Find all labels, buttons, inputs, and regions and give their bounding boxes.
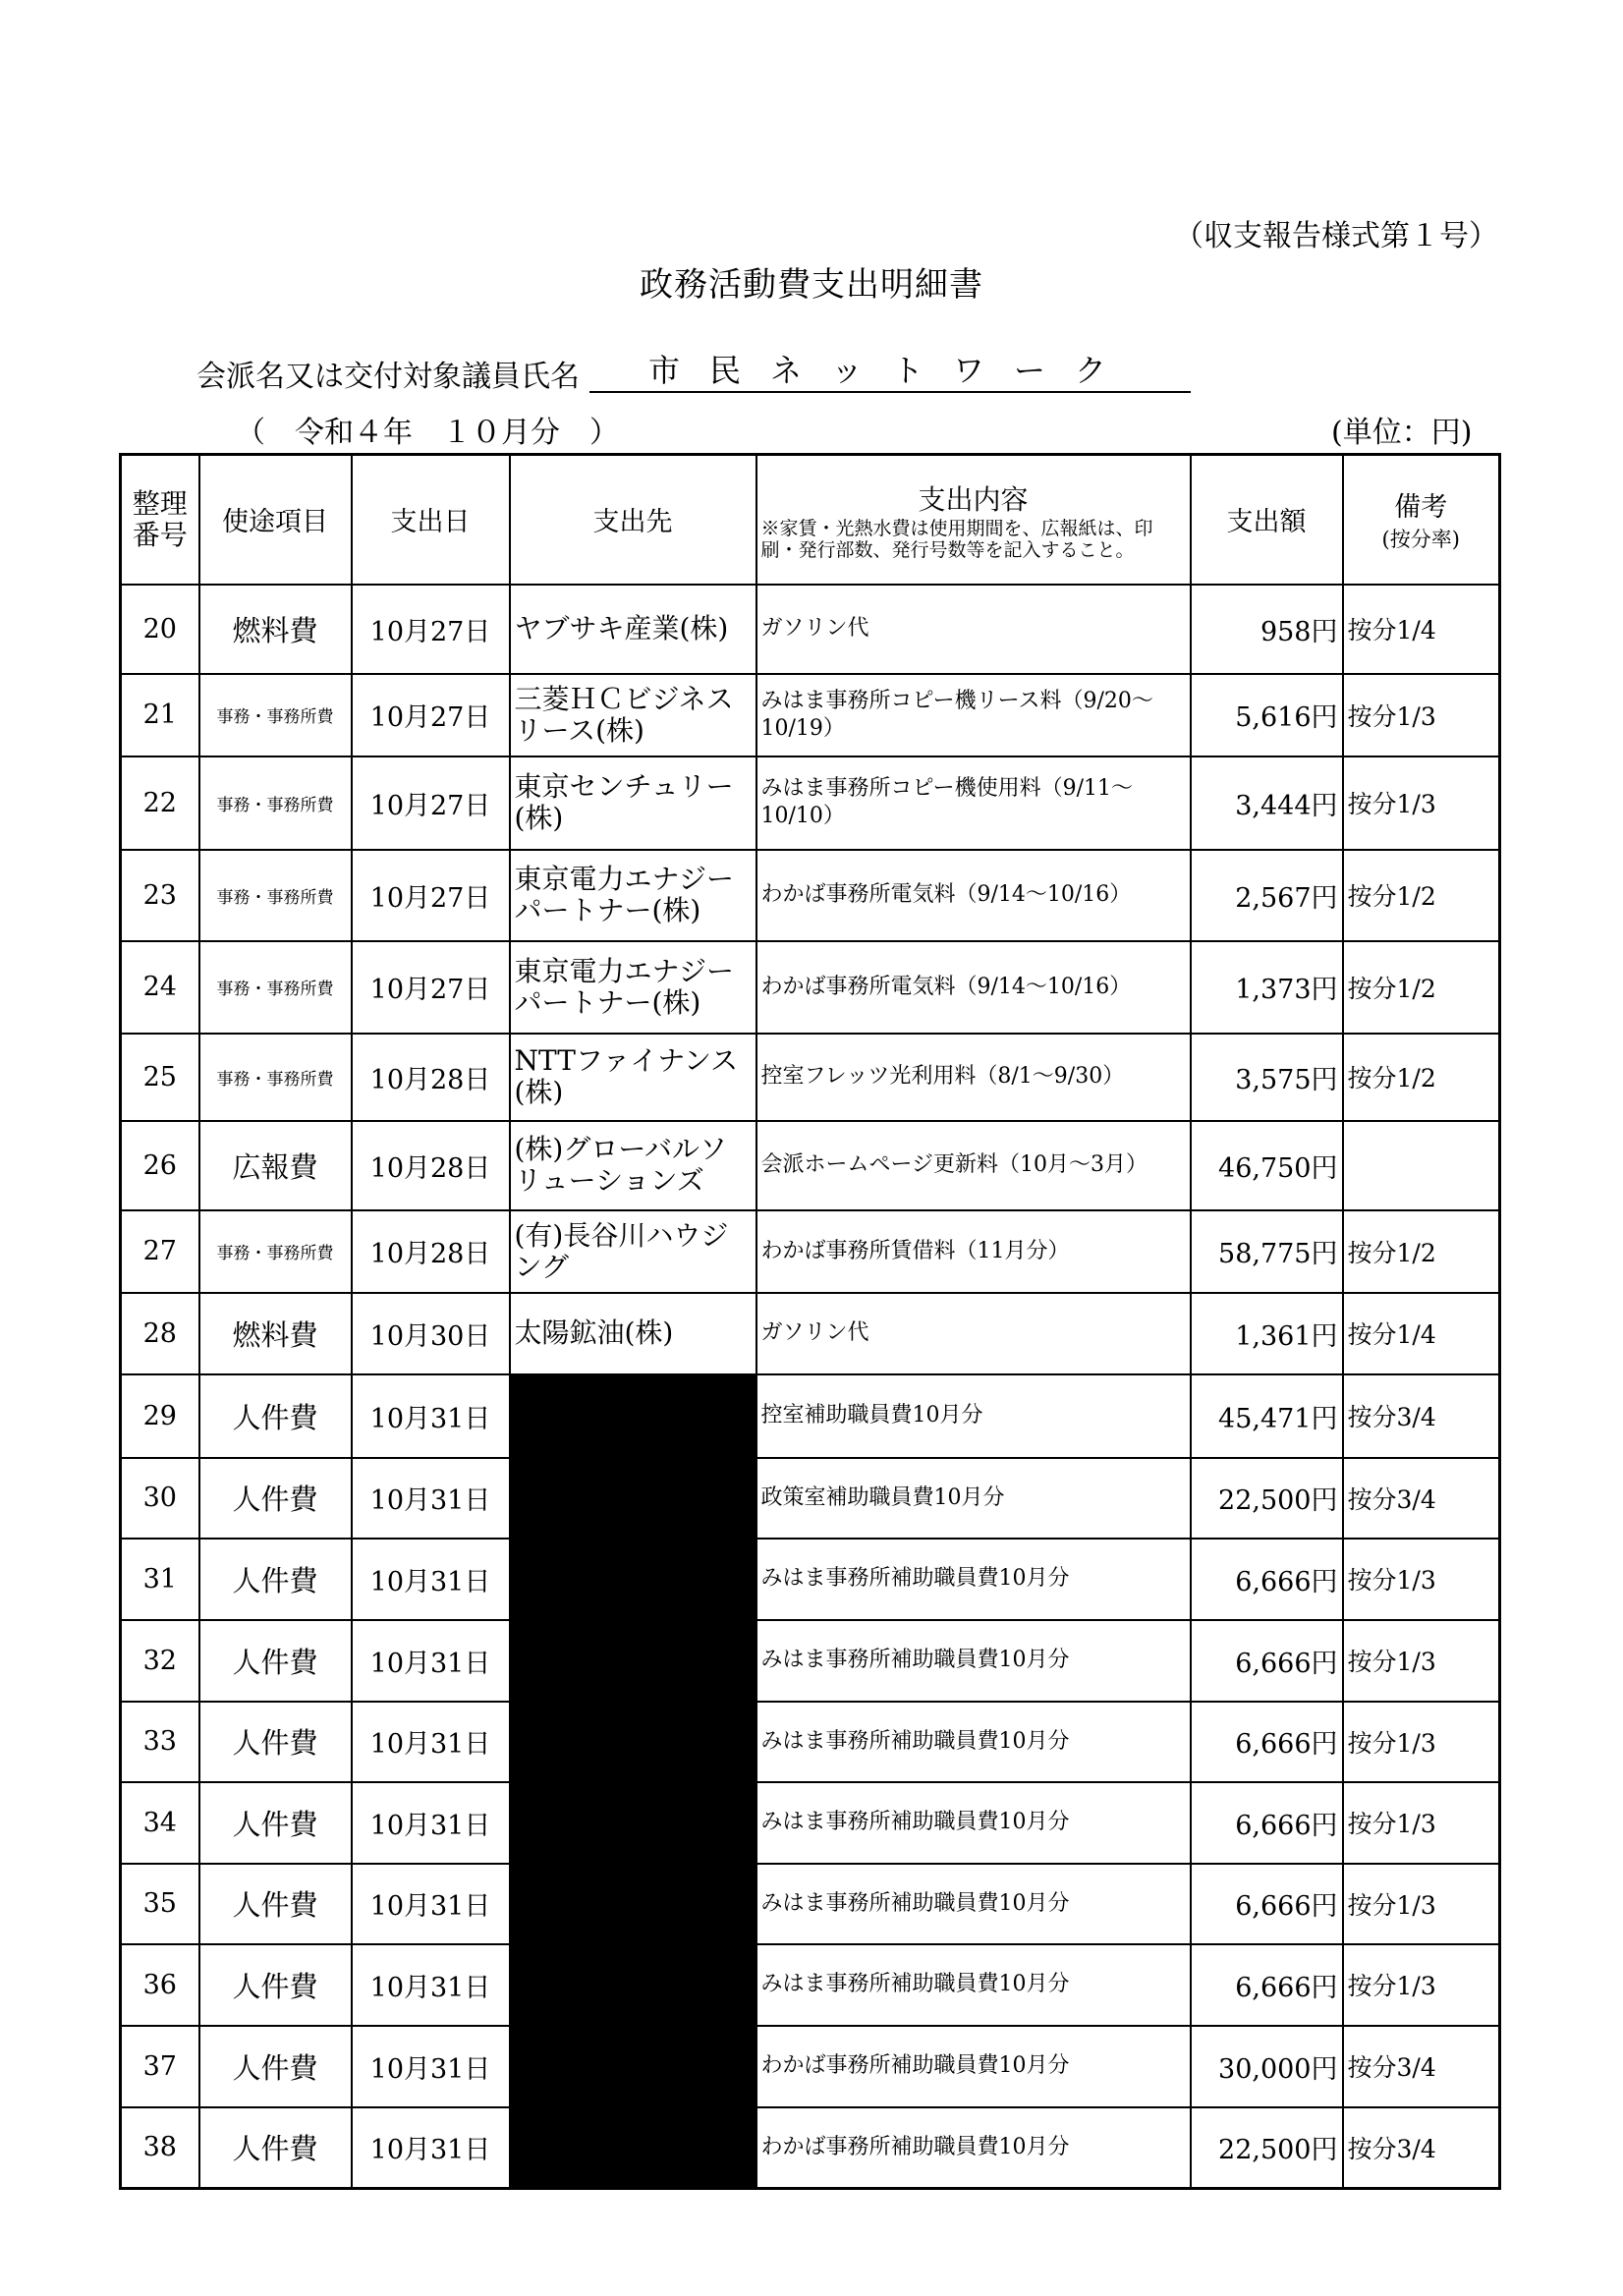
row-content: みはま事務所補助職員費10月分	[756, 1702, 1191, 1782]
row-date: 10月30日	[352, 1293, 510, 1374]
row-category: 事務・事務所費	[199, 1210, 352, 1293]
row-amount: 1,361円	[1191, 1293, 1343, 1374]
row-payee	[510, 1864, 756, 1944]
table-row	[121, 1782, 1500, 1864]
row-payee: NTTファイナンス(株)	[510, 1034, 756, 1121]
row-date: 10月31日	[352, 1374, 510, 1458]
row-date: 10月31日	[352, 2026, 510, 2107]
row-date: 10月28日	[352, 1121, 510, 1210]
row-category: 事務・事務所費	[199, 850, 352, 941]
table-row	[121, 850, 1500, 941]
row-date: 10月31日	[352, 1944, 510, 2026]
row-amount: 6,666円	[1191, 1782, 1343, 1864]
table-row	[121, 941, 1500, 1034]
row-number: 33	[121, 1702, 199, 1782]
row-amount: 3,444円	[1191, 756, 1343, 850]
col-header-content	[756, 455, 1191, 585]
table-row	[121, 756, 1500, 850]
row-category: 人件費	[199, 1539, 352, 1620]
row-amount: 6,666円	[1191, 1539, 1343, 1620]
row-content: 控室補助職員費10月分	[756, 1374, 1191, 1458]
table-row	[121, 1293, 1500, 1374]
row-category: 事務・事務所費	[199, 756, 352, 850]
table-row	[121, 1121, 1500, 1210]
table-row	[121, 674, 1500, 756]
row-date: 10月31日	[352, 1782, 510, 1864]
row-payee	[510, 2107, 756, 2189]
row-content: 政策室補助職員費10月分	[756, 1458, 1191, 1539]
form-number: （収支報告様式第１号）	[1174, 219, 1498, 253]
document-title: 政務活動費支出明細書	[640, 265, 983, 305]
row-content: わかば事務所補助職員費10月分	[756, 2107, 1191, 2189]
row-amount: 45,471円	[1191, 1374, 1343, 1458]
col-header-num: 整理番号	[121, 455, 199, 585]
expenditure-table	[119, 453, 1501, 2190]
row-note: 按分1/3	[1343, 674, 1500, 756]
table-row	[121, 1702, 1500, 1782]
row-category: 人件費	[199, 1782, 352, 1864]
reporting-period: （ 令和４年 １０月分 ）	[236, 416, 619, 450]
table-row	[121, 1620, 1500, 1702]
row-payee: 東京センチュリー(株)	[510, 756, 756, 850]
row-content: みはま事務所補助職員費10月分	[756, 1620, 1191, 1702]
row-payee: ヤブサキ産業(株)	[510, 585, 756, 674]
row-date: 10月28日	[352, 1210, 510, 1293]
row-category: 燃料費	[199, 585, 352, 674]
row-payee	[510, 1458, 756, 1539]
row-note: 按分1/3	[1343, 756, 1500, 850]
row-note: 按分1/4	[1343, 1293, 1500, 1374]
col-header-payee: 支出先	[510, 455, 756, 585]
col-header-content-note: ※家賃・光熱水費は使用期間を、広報紙は、印刷・発行部数、発行号数等を記入すること。	[760, 517, 1153, 561]
row-number: 24	[121, 941, 199, 1034]
row-category: 事務・事務所費	[199, 941, 352, 1034]
table-row	[121, 585, 1500, 674]
col-header-content-title: 支出内容	[918, 482, 1029, 516]
row-number: 34	[121, 1782, 199, 1864]
row-content: わかば事務所電気料（9/14～10/16）	[756, 941, 1191, 1034]
row-category: 広報費	[199, 1121, 352, 1210]
row-date: 10月27日	[352, 850, 510, 941]
table-row	[121, 1374, 1500, 1458]
row-number: 38	[121, 2107, 199, 2189]
row-number: 37	[121, 2026, 199, 2107]
row-payee	[510, 1620, 756, 1702]
row-category: 人件費	[199, 1864, 352, 1944]
row-number: 27	[121, 1210, 199, 1293]
table-row	[121, 1458, 1500, 1539]
row-note: 按分3/4	[1343, 2026, 1500, 2107]
party-label: 会派名又は交付対象議員氏名	[196, 360, 580, 394]
row-date: 10月28日	[352, 1034, 510, 1121]
row-content: みはま事務所補助職員費10月分	[756, 1539, 1191, 1620]
row-payee: 三菱ＨＣビジネスリース(株)	[510, 674, 756, 756]
row-note: 按分1/3	[1343, 1539, 1500, 1620]
row-note: 按分1/2	[1343, 941, 1500, 1034]
row-number: 21	[121, 674, 199, 756]
row-amount: 22,500円	[1191, 1458, 1343, 1539]
row-date: 10月31日	[352, 1620, 510, 1702]
row-content: 会派ホームページ更新料（10月～3月）	[756, 1121, 1191, 1210]
row-payee: 東京電力エナジーパートナー(株)	[510, 850, 756, 941]
table-row	[121, 2026, 1500, 2107]
row-payee	[510, 2026, 756, 2107]
row-content: みはま事務所コピー機使用料（9/11～10/10）	[756, 756, 1191, 850]
row-amount: 58,775円	[1191, 1210, 1343, 1293]
row-content: ガソリン代	[756, 1293, 1191, 1374]
row-category: 燃料費	[199, 1293, 352, 1374]
row-content: わかば事務所賃借料（11月分）	[756, 1210, 1191, 1293]
row-note: 按分1/4	[1343, 585, 1500, 674]
row-number: 32	[121, 1620, 199, 1702]
row-date: 10月31日	[352, 1458, 510, 1539]
row-amount: 3,575円	[1191, 1034, 1343, 1121]
row-category: 人件費	[199, 1944, 352, 2026]
table-row	[121, 1210, 1500, 1293]
row-number: 31	[121, 1539, 199, 1620]
row-content: みはま事務所コピー機リース料（9/20～10/19）	[756, 674, 1191, 756]
row-payee: (有)長谷川ハウジング	[510, 1210, 756, 1293]
row-payee	[510, 1782, 756, 1864]
row-number: 35	[121, 1864, 199, 1944]
row-content: 控室フレッツ光利用料（8/1～9/30）	[756, 1034, 1191, 1121]
row-note: 按分1/3	[1343, 1944, 1500, 2026]
row-date: 10月27日	[352, 756, 510, 850]
row-payee	[510, 1539, 756, 1620]
row-amount: 6,666円	[1191, 1620, 1343, 1702]
row-date: 10月31日	[352, 1539, 510, 1620]
row-date: 10月31日	[352, 1702, 510, 1782]
row-amount: 6,666円	[1191, 1944, 1343, 2026]
row-category: 人件費	[199, 1702, 352, 1782]
row-category: 事務・事務所費	[199, 1034, 352, 1121]
row-date: 10月27日	[352, 941, 510, 1034]
row-number: 25	[121, 1034, 199, 1121]
unit-label: (単位：円)	[1331, 416, 1473, 450]
row-number: 20	[121, 585, 199, 674]
row-content: わかば事務所電気料（9/14～10/16）	[756, 850, 1191, 941]
row-note: 按分1/3	[1343, 1782, 1500, 1864]
col-header-note-title: 備考	[1394, 492, 1448, 524]
row-number: 26	[121, 1121, 199, 1210]
row-amount: 6,666円	[1191, 1702, 1343, 1782]
col-header-note-sub: (按分率)	[1381, 528, 1460, 552]
row-payee	[510, 1702, 756, 1782]
row-category: 人件費	[199, 1374, 352, 1458]
row-amount: 1,373円	[1191, 941, 1343, 1034]
row-date: 10月31日	[352, 1864, 510, 1944]
row-content: みはま事務所補助職員費10月分	[756, 1864, 1191, 1944]
row-payee	[510, 1374, 756, 1458]
row-content: わかば事務所補助職員費10月分	[756, 2026, 1191, 2107]
row-note: 按分3/4	[1343, 1374, 1500, 1458]
row-amount: 5,616円	[1191, 674, 1343, 756]
row-note: 按分1/3	[1343, 1702, 1500, 1782]
table-row	[121, 2107, 1500, 2189]
row-content: みはま事務所補助職員費10月分	[756, 1944, 1191, 2026]
row-amount: 46,750円	[1191, 1121, 1343, 1210]
row-note	[1343, 1121, 1500, 1210]
row-note: 按分1/2	[1343, 1210, 1500, 1293]
row-amount: 6,666円	[1191, 1864, 1343, 1944]
table-row	[121, 1864, 1500, 1944]
party-name: 市民ネットワーク	[589, 346, 1191, 393]
row-date: 10月27日	[352, 585, 510, 674]
row-payee: (株)グローバルソリューションズ	[510, 1121, 756, 1210]
row-note: 按分1/2	[1343, 850, 1500, 941]
col-header-note	[1343, 455, 1500, 585]
row-category: 事務・事務所費	[199, 674, 352, 756]
row-amount: 22,500円	[1191, 2107, 1343, 2189]
row-payee: 東京電力エナジーパートナー(株)	[510, 941, 756, 1034]
row-date: 10月31日	[352, 2107, 510, 2189]
row-number: 30	[121, 1458, 199, 1539]
row-content: ガソリン代	[756, 585, 1191, 674]
row-category: 人件費	[199, 1458, 352, 1539]
table-row	[121, 1539, 1500, 1620]
row-note: 按分1/3	[1343, 1864, 1500, 1944]
row-number: 36	[121, 1944, 199, 2026]
row-note: 按分3/4	[1343, 1458, 1500, 1539]
table-row	[121, 1034, 1500, 1121]
row-note: 按分3/4	[1343, 2107, 1500, 2189]
row-content: みはま事務所補助職員費10月分	[756, 1782, 1191, 1864]
row-note: 按分1/2	[1343, 1034, 1500, 1121]
row-amount: 30,000円	[1191, 2026, 1343, 2107]
row-category: 人件費	[199, 2107, 352, 2189]
col-header-category: 使途項目	[199, 455, 352, 585]
col-header-amount: 支出額	[1191, 455, 1343, 585]
col-header-date: 支出日	[352, 455, 510, 585]
row-payee: 太陽鉱油(株)	[510, 1293, 756, 1374]
row-number: 22	[121, 756, 199, 850]
row-category: 人件費	[199, 1620, 352, 1702]
row-date: 10月27日	[352, 674, 510, 756]
row-number: 29	[121, 1374, 199, 1458]
table-row	[121, 1944, 1500, 2026]
row-number: 28	[121, 1293, 199, 1374]
row-amount: 958円	[1191, 585, 1343, 674]
row-amount: 2,567円	[1191, 850, 1343, 941]
row-payee	[510, 1944, 756, 2026]
row-number: 23	[121, 850, 199, 941]
row-category: 人件費	[199, 2026, 352, 2107]
row-note: 按分1/3	[1343, 1620, 1500, 1702]
